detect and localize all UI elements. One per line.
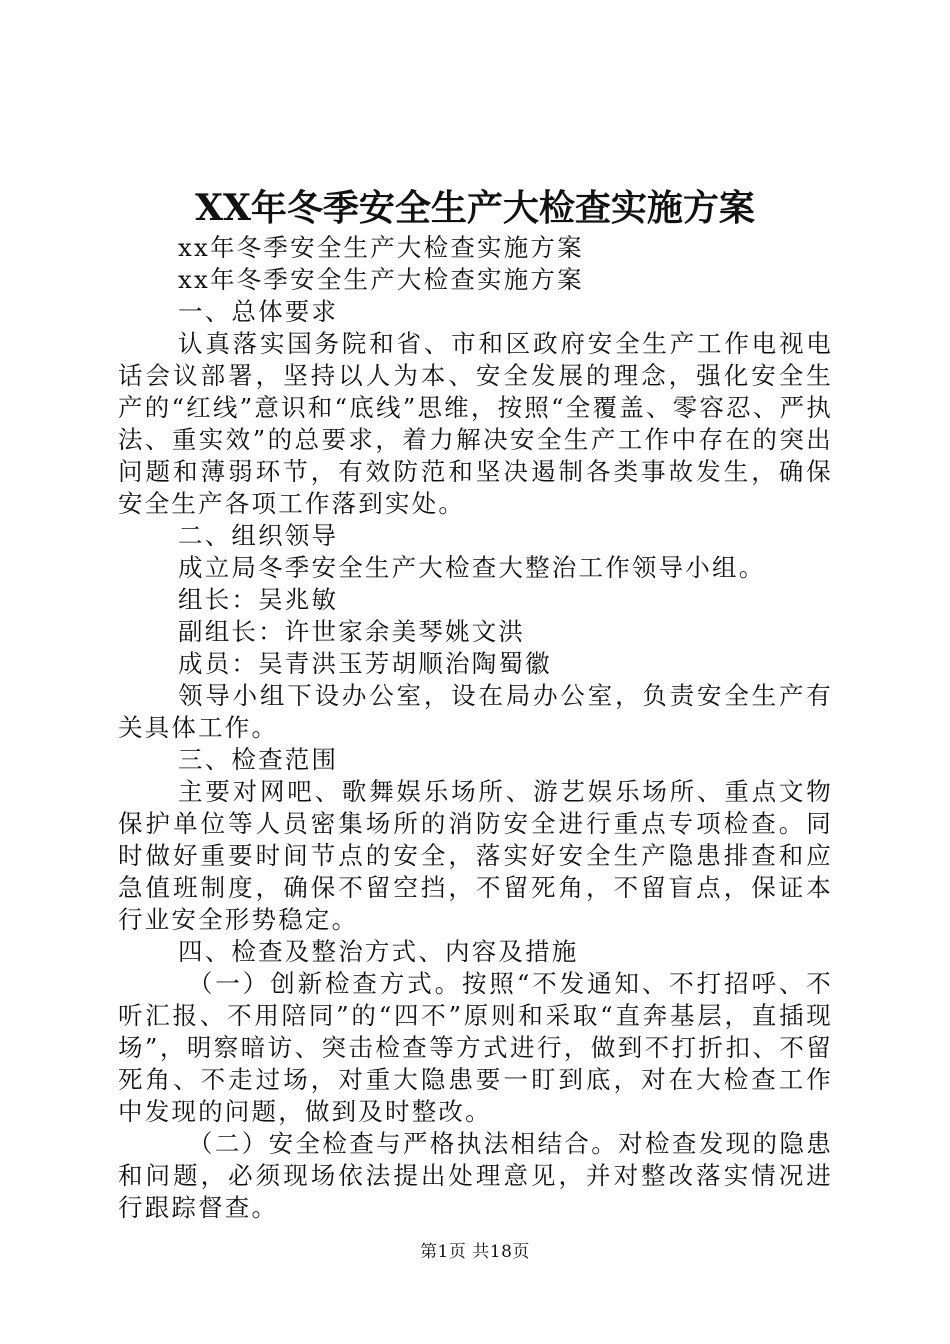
section-heading-general-requirements: 一、总体要求 <box>178 297 339 326</box>
document-title: XX年冬季安全生产大检查实施方案 <box>195 187 755 229</box>
paragraph-method-1: （一）创新检查方式。按照“不发通知、不打招呼、不听汇报、不用陪同”的“四不”原则和采取“直奔基层，直插现场”，明察暗访、突击检查等方式进行，做到不打折扣、不留死角、不走过场，对重大隐患要一盯到底，对在大检查工作中发现的问题，做到及时整改。 <box>118 969 833 1126</box>
paragraph-inspection-scope: 主要对网吧、歌舞娱乐场所、游艺娱乐场所、重点文物保护单位等人员密集场所的消防安全进行重点专项检查。同时做好重要时间节点的安全，落实好安全生产隐患排查和应急值班制度，确保不留空挡，不留死角，不留盲点，保证本行业安全形势稳定。 <box>118 777 833 934</box>
document-body <box>118 232 833 1224</box>
section-heading-inspection-scope: 三、检查范围 <box>178 745 339 774</box>
page-footer: 第1页 共18页 <box>420 1242 530 1262</box>
paragraph-general-requirements: 认真落实国务院和省、市和区政府安全生产工作电视电话会议部署，坚持以人为本、安全发展的理念，强化安全生产的“红线”意识和“底线”思维，按照“全覆盖、零容忍、严执法、重实效”的总要求，着力解决安全生产工作中存在的突出问题和薄弱环节，有效防范和坚决遏制各类事故发生，确保安全生产各项工作落到实处。 <box>118 329 833 518</box>
paragraph-office: 领导小组下设办公室，设在局办公室，负责安全生产有关具体工作。 <box>118 681 833 742</box>
paragraph-subtitle-1: xx年冬季安全生产大检查实施方案 <box>178 233 584 262</box>
paragraph-leading-group: 成立局冬季安全生产大检查大整治工作领导小组。 <box>178 553 766 582</box>
section-heading-organization: 二、组织领导 <box>178 521 339 550</box>
paragraph-subtitle-2: xx年冬季安全生产大检查实施方案 <box>178 265 584 294</box>
paragraph-group-leader: 组长：吴兆敏 <box>178 585 339 614</box>
paragraph-method-2: （二）安全检查与严格执法相结合。对检查发现的隐患和问题，必须现场依法提出处理意见，并对整改落实情况进行跟踪督查。 <box>118 1129 833 1222</box>
section-heading-inspection-methods: 四、检查及整治方式、内容及措施 <box>178 937 579 966</box>
paragraph-members: 成员：吴青洪玉芳胡顺治陶蜀徽 <box>178 649 552 678</box>
paragraph-deputy-leaders: 副组长：许世家余美琴姚文洪 <box>178 617 526 646</box>
